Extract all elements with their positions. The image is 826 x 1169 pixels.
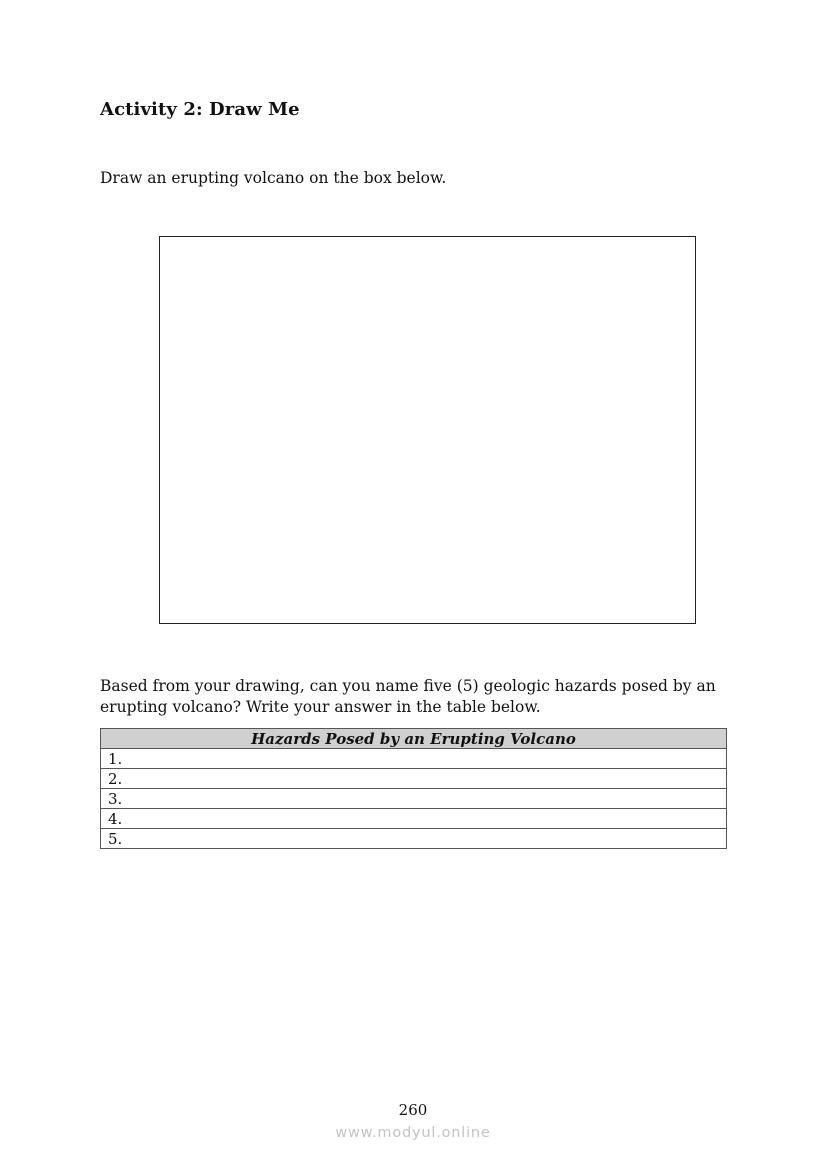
hazards-question: Based from your drawing, can you name five (5) geologic hazards posed by an erupting volcano? Write your answer in the table below. (100, 677, 716, 716)
table-row (101, 789, 727, 809)
hazard-answer-cell[interactable]: 1. (101, 749, 727, 769)
watermark: www.modyul.online (335, 1125, 491, 1141)
hazard-answer-cell[interactable]: 3. (101, 789, 727, 809)
table-row (101, 829, 727, 849)
activity-title: Activity 2: Draw Me (100, 99, 300, 120)
hazard-answer-cell[interactable]: 2. (101, 769, 727, 789)
table-row (101, 809, 727, 829)
table-row (101, 749, 727, 769)
table-header: Hazards Posed by an Erupting Volcano (101, 729, 727, 749)
table-row (101, 769, 727, 789)
drawing-box[interactable] (159, 236, 696, 624)
hazard-answer-cell[interactable]: 5. (101, 829, 727, 849)
table-header-row (101, 729, 727, 749)
hazards-table (100, 728, 727, 849)
drawing-instruction: Draw an erupting volcano on the box below. (100, 169, 447, 187)
hazard-answer-cell[interactable]: 4. (101, 809, 727, 829)
page-number: 260 (398, 1101, 428, 1119)
